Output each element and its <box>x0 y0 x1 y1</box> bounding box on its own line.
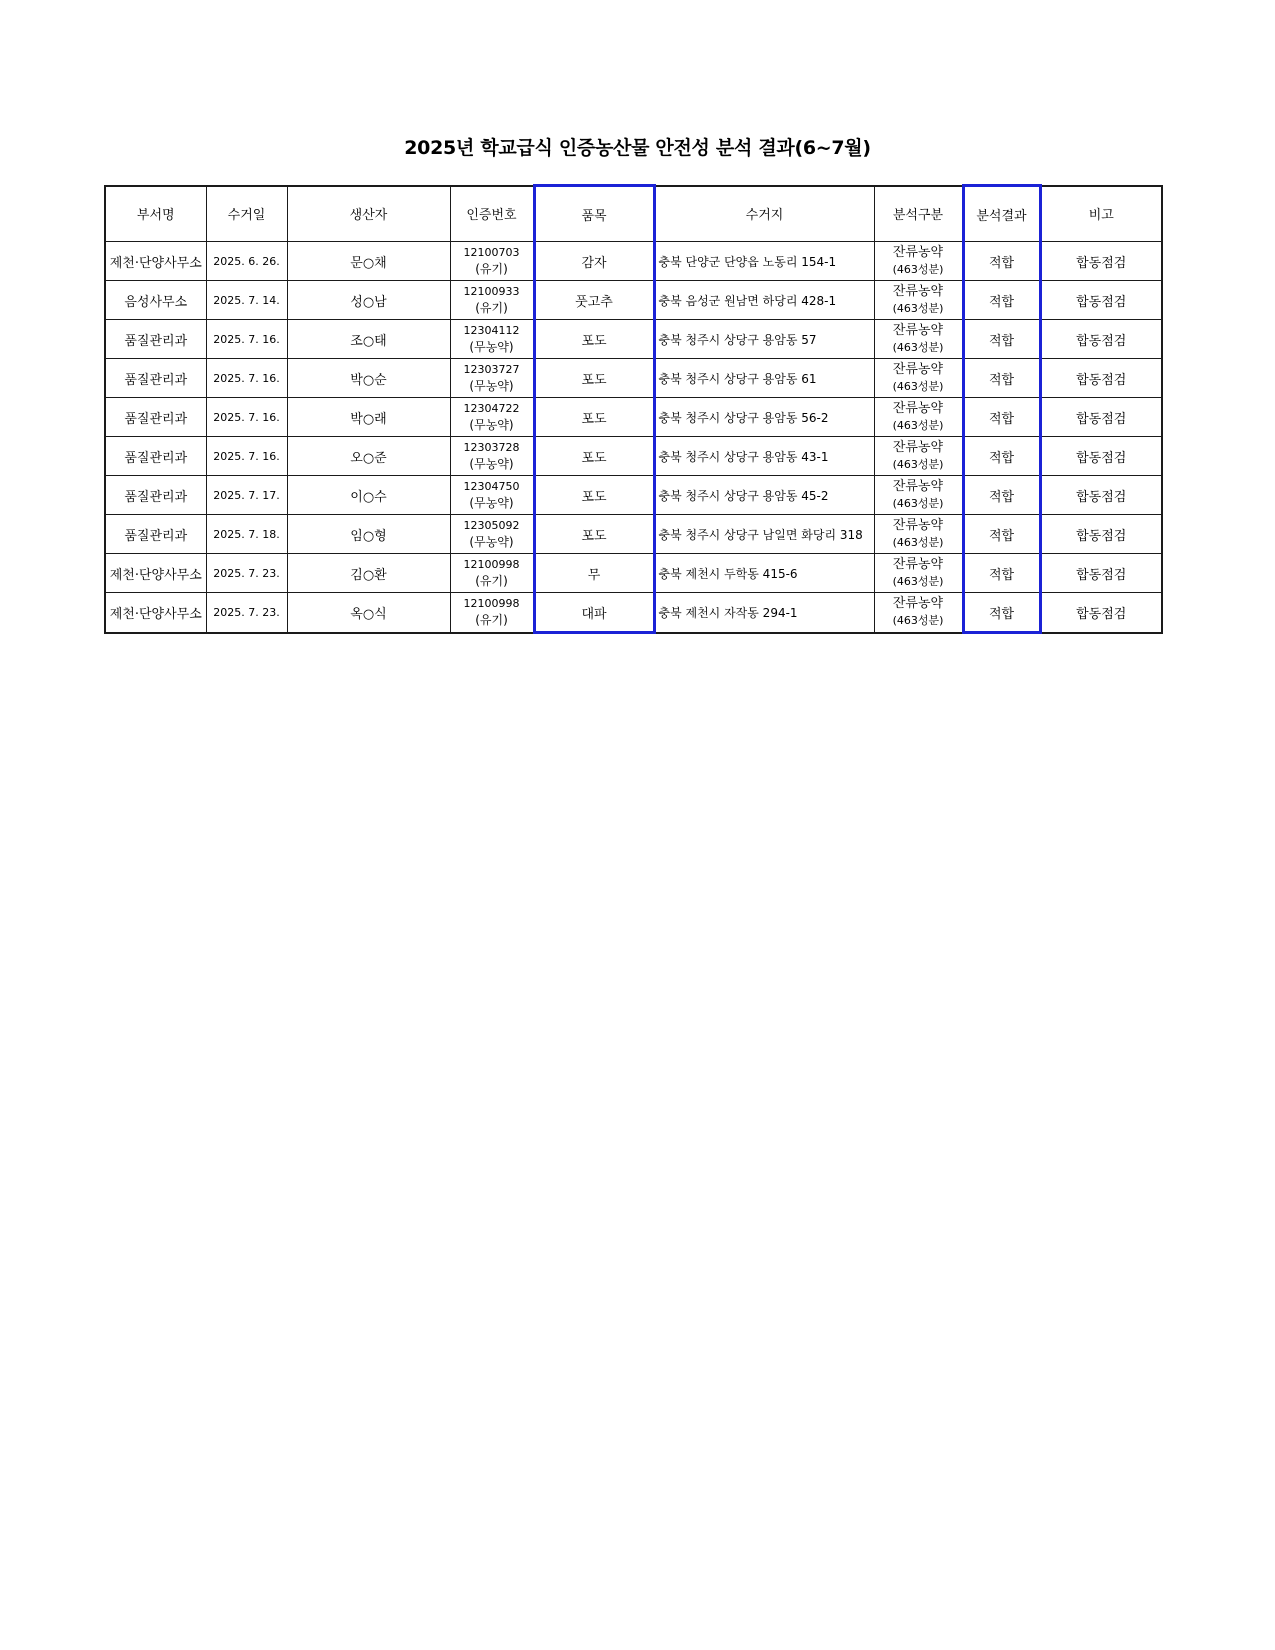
header-item: 품목 <box>534 186 654 242</box>
item-cell: 무 <box>534 554 654 593</box>
producer-cell: 박○래 <box>287 398 450 437</box>
analysis-type: 잔류농약 <box>892 362 944 377</box>
cert-type: (무농약) <box>469 496 514 510</box>
analysis-type: 잔류농약 <box>892 284 944 299</box>
cert-number: 12100703 <box>463 246 520 259</box>
analysis-cell <box>874 515 963 554</box>
cert-cell <box>450 359 534 398</box>
cert-cell <box>450 554 534 593</box>
analysis-cell <box>874 359 963 398</box>
cert-number: 12100998 <box>463 597 520 611</box>
note-cell: 합동점검 <box>1040 437 1162 476</box>
table-row <box>105 242 1162 281</box>
result-cell: 적합 <box>963 437 1040 476</box>
note-cell: 합동점검 <box>1040 515 1162 554</box>
header-note: 비고 <box>1040 186 1162 242</box>
analysis-scope: (463성분) <box>892 497 944 510</box>
dept-cell: 제천·단양사무소 <box>105 242 206 281</box>
analysis-cell <box>874 281 963 320</box>
location-cell: 충북 청주시 상당구 용암동 61 <box>654 359 874 398</box>
date-cell: 2025. 7. 16. <box>206 359 287 398</box>
item-cell: 대파 <box>534 593 654 633</box>
analysis-type: 잔류농약 <box>892 518 944 533</box>
cert-number: 12303728 <box>463 441 520 454</box>
note-cell: 합동점검 <box>1040 398 1162 437</box>
header-cert-no: 인증번호 <box>450 186 534 242</box>
result-cell: 적합 <box>963 242 1040 281</box>
dept-cell: 음성사무소 <box>105 281 206 320</box>
result-cell: 적합 <box>963 359 1040 398</box>
producer-cell: 오○준 <box>287 437 450 476</box>
location-cell: 충북 청주시 상당구 용암동 56-2 <box>654 398 874 437</box>
analysis-type: 잔류농약 <box>892 323 944 338</box>
cert-number: 12100998 <box>463 558 520 571</box>
analysis-type: 잔류농약 <box>892 479 944 494</box>
producer-cell: 옥○식 <box>287 593 450 633</box>
dept-cell: 제천·단양사무소 <box>105 593 206 633</box>
header-dept: 부서명 <box>105 186 206 242</box>
result-cell: 적합 <box>963 593 1040 633</box>
producer-cell: 성○남 <box>287 281 450 320</box>
producer-cell: 박○순 <box>287 359 450 398</box>
cert-cell <box>450 437 534 476</box>
result-cell: 적합 <box>963 281 1040 320</box>
table-row <box>105 515 1162 554</box>
date-cell: 2025. 7. 16. <box>206 437 287 476</box>
cert-type: (유기) <box>475 574 508 588</box>
analysis-type: 잔류농약 <box>892 596 944 612</box>
analysis-type: 잔류농약 <box>892 245 944 260</box>
document-title: 2025년 학교급식 인증농산물 안전성 분석 결과(6~7월) <box>404 137 871 159</box>
analysis-scope: (463성분) <box>892 419 944 432</box>
analysis-type: 잔류농약 <box>892 557 944 572</box>
note-cell: 합동점검 <box>1040 359 1162 398</box>
cert-cell <box>450 515 534 554</box>
item-cell: 포도 <box>534 476 654 515</box>
cert-number: 12100933 <box>463 285 520 298</box>
cert-type: (무농약) <box>469 535 514 549</box>
note-cell: 합동점검 <box>1040 320 1162 359</box>
note-cell: 합동점검 <box>1040 593 1162 633</box>
cert-number: 12304750 <box>463 480 520 493</box>
item-cell: 포도 <box>534 398 654 437</box>
item-cell: 포도 <box>534 359 654 398</box>
table-row <box>105 554 1162 593</box>
date-cell: 2025. 7. 14. <box>206 281 287 320</box>
date-cell: 2025. 7. 18. <box>206 515 287 554</box>
header-location: 수거지 <box>654 186 874 242</box>
producer-cell: 이○수 <box>287 476 450 515</box>
cert-type: (유기) <box>475 301 508 315</box>
analysis-scope: (463성분) <box>892 458 944 471</box>
analysis-cell <box>874 437 963 476</box>
cert-type: (무농약) <box>469 340 514 354</box>
cert-type: (무농약) <box>469 379 514 393</box>
location-cell: 충북 청주시 상당구 용암동 57 <box>654 320 874 359</box>
location-cell: 충북 청주시 상당구 용암동 43-1 <box>654 437 874 476</box>
analysis-scope: (463성분) <box>892 614 944 628</box>
dept-cell: 품질관리과 <box>105 398 206 437</box>
analysis-scope: (463성분) <box>892 263 944 276</box>
analysis-scope: (463성분) <box>892 302 944 315</box>
table-row <box>105 437 1162 476</box>
dept-cell: 품질관리과 <box>105 515 206 554</box>
analysis-type: 잔류농약 <box>892 401 944 416</box>
producer-cell: 임○형 <box>287 515 450 554</box>
table-row <box>105 320 1162 359</box>
producer-cell: 조○태 <box>287 320 450 359</box>
header-producer: 생산자 <box>287 186 450 242</box>
date-cell: 2025. 7. 23. <box>206 593 287 633</box>
cert-cell <box>450 398 534 437</box>
header-analysis: 분석구분 <box>874 186 963 242</box>
result-cell: 적합 <box>963 476 1040 515</box>
item-cell: 포도 <box>534 437 654 476</box>
cert-cell <box>450 242 534 281</box>
cert-cell <box>450 593 534 633</box>
item-cell: 감자 <box>534 242 654 281</box>
producer-cell: 김○환 <box>287 554 450 593</box>
note-cell: 합동점검 <box>1040 242 1162 281</box>
cert-cell <box>450 476 534 515</box>
date-cell: 2025. 7. 23. <box>206 554 287 593</box>
analysis-cell <box>874 242 963 281</box>
analysis-cell <box>874 398 963 437</box>
analysis-scope: (463성분) <box>892 575 944 588</box>
cert-number: 12303727 <box>463 363 520 376</box>
cert-number: 12304722 <box>463 402 520 415</box>
location-cell: 충북 음성군 원남면 하당리 428-1 <box>654 281 874 320</box>
analysis-cell <box>874 320 963 359</box>
note-cell: 합동점검 <box>1040 281 1162 320</box>
analysis-scope: (463성분) <box>892 341 944 354</box>
header-date: 수거일 <box>206 186 287 242</box>
cert-number: 12305092 <box>463 519 520 532</box>
result-cell: 적합 <box>963 398 1040 437</box>
analysis-type: 잔류농약 <box>892 440 944 455</box>
cert-type: (무농약) <box>469 418 514 432</box>
table-row <box>105 593 1162 633</box>
dept-cell: 품질관리과 <box>105 437 206 476</box>
analysis-scope: (463성분) <box>892 536 944 549</box>
note-cell: 합동점검 <box>1040 476 1162 515</box>
dept-cell: 제천·단양사무소 <box>105 554 206 593</box>
dept-cell: 품질관리과 <box>105 320 206 359</box>
table-row <box>105 281 1162 320</box>
location-cell: 충북 단양군 단양읍 노동리 154-1 <box>654 242 874 281</box>
cert-number: 12304112 <box>463 324 520 337</box>
item-cell: 포도 <box>534 515 654 554</box>
item-cell: 포도 <box>534 320 654 359</box>
header-row <box>105 186 1162 242</box>
date-cell: 2025. 7. 16. <box>206 320 287 359</box>
result-cell: 적합 <box>963 554 1040 593</box>
table-row <box>105 398 1162 437</box>
location-cell: 충북 청주시 상당구 남일면 화당리 318 <box>654 515 874 554</box>
result-cell: 적합 <box>963 515 1040 554</box>
cert-type: (유기) <box>475 262 508 276</box>
results-table <box>104 184 1163 634</box>
analysis-cell <box>874 554 963 593</box>
dept-cell: 품질관리과 <box>105 476 206 515</box>
analysis-cell <box>874 593 963 633</box>
item-cell: 풋고추 <box>534 281 654 320</box>
table-body <box>105 242 1162 633</box>
analysis-scope: (463성분) <box>892 380 944 393</box>
dept-cell: 품질관리과 <box>105 359 206 398</box>
location-cell: 충북 제천시 자작동 294-1 <box>654 593 874 633</box>
cert-type: (무농약) <box>469 457 514 471</box>
analysis-cell <box>874 476 963 515</box>
date-cell: 2025. 7. 16. <box>206 398 287 437</box>
result-cell: 적합 <box>963 320 1040 359</box>
note-cell: 합동점검 <box>1040 554 1162 593</box>
cert-cell <box>450 281 534 320</box>
date-cell: 2025. 6. 26. <box>206 242 287 281</box>
cert-type: (유기) <box>475 613 508 628</box>
producer-cell: 문○채 <box>287 242 450 281</box>
cert-cell <box>450 320 534 359</box>
table-row <box>105 359 1162 398</box>
date-cell: 2025. 7. 17. <box>206 476 287 515</box>
table-row <box>105 476 1162 515</box>
location-cell: 충북 제천시 두학동 415-6 <box>654 554 874 593</box>
location-cell: 충북 청주시 상당구 용암동 45-2 <box>654 476 874 515</box>
header-result: 분석결과 <box>963 186 1040 242</box>
